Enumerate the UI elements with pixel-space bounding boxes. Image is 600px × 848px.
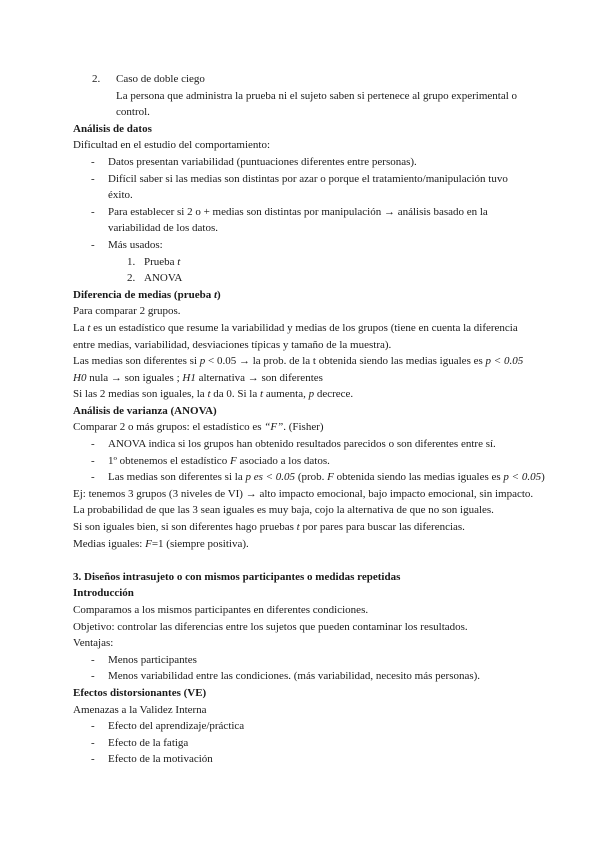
paragraph-line: Comparamos a los mismos participantes en diferentes condiciones.	[73, 604, 369, 616]
paragraph-line: Si son iguales bien, si son diferentes hago pruebas t por pares para buscar las diferencias.	[73, 521, 465, 534]
bullet-continuation: éxito.	[108, 189, 133, 202]
paragraph-line: Las medias son diferentes si p < 0.05 → la prob. de la t obtenida siendo las medias iguales es p < 0.05	[73, 355, 524, 368]
spacer	[73, 552, 533, 569]
bullet-item: - ANOVA indica si los grupos han obtenido resultados parecidos o son diferentes entre sí.	[91, 438, 496, 451]
bullet-item: - Efecto de la fatiga	[91, 736, 189, 749]
paragraph-line: Medias iguales: F=1 (siempre positiva).	[73, 537, 249, 550]
bullet-item: - Datos presentan variabilidad (puntuaciones diferentes entre personas).	[91, 155, 417, 168]
paragraph-line: Si las 2 medias son iguales, la t da 0. Si la t aumenta, p decrece.	[73, 388, 354, 401]
section-heading: Efectos distorsionantes (VE)	[73, 686, 207, 699]
list-item-doble-ciego	[73, 71, 533, 88]
bullet-item: - Menos variabilidad entre las condiciones. (más variabilidad, necesito más personas).	[91, 670, 481, 683]
list-number: 2.	[92, 73, 101, 85]
bullet-item: - Difícil saber si las medias son distintas por azar o porque el tratamiento/manipulación tuvo	[91, 172, 508, 185]
list-item-title: Caso de doble ciego	[116, 73, 205, 85]
paragraph-line: Comparar 2 o más grupos: el estadístico es “F”. (Fisher)	[73, 421, 324, 434]
paragraph-line: Amenazas a la Validez Interna	[73, 703, 207, 716]
paragraph-line: Dificultad en el estudio del comportamiento:	[73, 139, 271, 152]
section-heading: Diferencia de medias (prueba t)	[73, 288, 221, 301]
paragraph-line: La t es un estadístico que resume la variabilidad y medias de los grupos (tiene en cuenta la diferencia	[73, 321, 518, 334]
paragraph-line: La probabilidad de que las 3 sean iguales es muy baja, cojo la alternativa de que no son iguales.	[73, 504, 494, 517]
section-heading: Análisis de datos	[73, 122, 152, 135]
section-heading: Introducción	[73, 587, 134, 600]
bullet-continuation: variabilidad de los datos.	[108, 222, 218, 235]
paragraph-line: Ventajas:	[73, 637, 114, 650]
bullet-item: - 1º obtenemos el estadístico F asociado a los datos.	[91, 454, 330, 467]
paragraph-line: Objetivo: controlar las diferencias entre los sujetos que pueden contaminar los resultados.	[73, 620, 468, 633]
bullet-item: - Menos participantes	[91, 653, 197, 666]
paragraph-line: Para comparar 2 grupos.	[73, 305, 181, 318]
sublist-item: 1. Prueba t	[127, 255, 181, 268]
paragraph-line: Ej: tenemos 3 grupos (3 niveles de VI) → alto impacto emocional, bajo impacto emocional, sin impacto.	[73, 487, 534, 500]
chapter-heading: 3. Diseños intrasujeto o con mismos participantes o medidas repetidas	[73, 570, 401, 583]
bullet-item: - Más usados:	[91, 238, 163, 251]
paragraph-line: La persona que administra la prueba ni el sujeto saben si pertenece al grupo experimental o	[116, 89, 518, 102]
section-heading: Análisis de varianza (ANOVA)	[73, 404, 217, 417]
paragraph-line: entre medias, variabilidad, desviaciones típicas y tamaño de la muestra).	[73, 338, 392, 351]
bullet-item: - Para establecer si 2 o + medias son distintas por manipulación → análisis basado en la	[91, 205, 488, 218]
bullet-item: - Efecto del aprendizaje/práctica	[91, 720, 245, 733]
sublist-item: 2. ANOVA	[127, 272, 183, 285]
paragraph-line: control.	[116, 106, 150, 119]
document-body	[73, 71, 545, 768]
bullet-item: - Las medias son diferentes si la p es < 0.05 (prob. F obtenida siendo las medias iguales es p < 0.05)	[91, 471, 545, 484]
bullet-item: - Efecto de la motivación	[91, 753, 213, 766]
paragraph-line: H0 nula → son iguales ; H1 alternativa → son diferentes	[73, 371, 323, 384]
